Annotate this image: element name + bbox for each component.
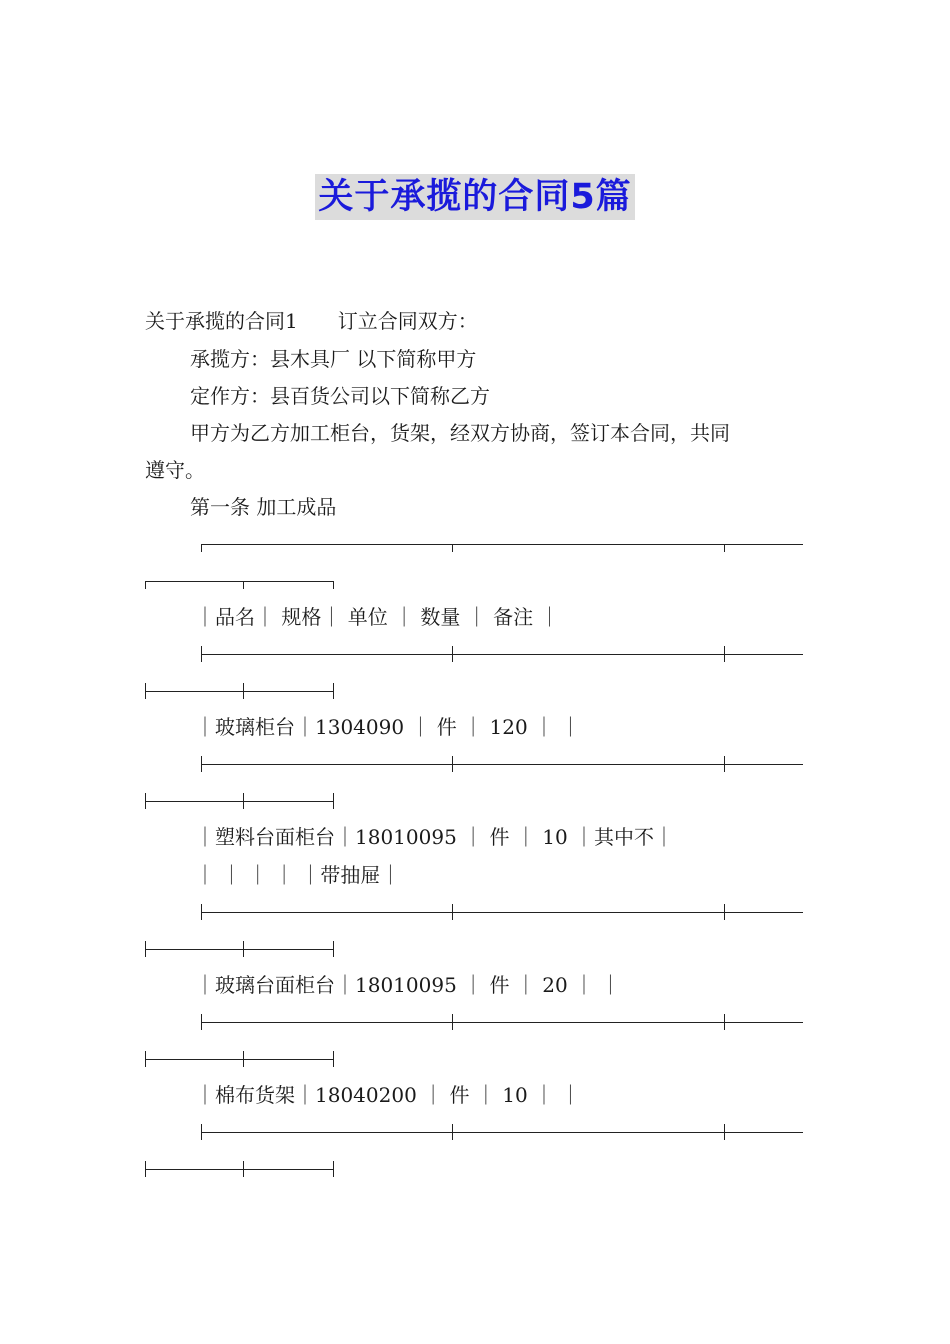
table-row: ｜塑料台面柜台｜18010095 ｜ 件 ｜ 10 ｜其中不｜ bbox=[195, 825, 675, 849]
table-row: ｜玻璃台面柜台｜18010095 ｜ 件 ｜ 20 ｜ ｜ bbox=[195, 973, 621, 997]
paragraph-contractor: 承揽方：县木具厂 以下简称甲方 bbox=[190, 347, 477, 371]
title-container bbox=[0, 174, 950, 220]
article-one-heading: 第一条 加工成品 bbox=[190, 495, 337, 519]
paragraph-client: 定作方：县百货公司以下简称乙方 bbox=[190, 384, 490, 408]
table-row-continuation: ｜ ｜ ｜ ｜ ｜带抽屉｜ bbox=[195, 863, 401, 887]
table-row-header: ｜品名｜ 规格｜ 单位 ｜ 数量 ｜ 备注 ｜ bbox=[195, 605, 560, 629]
paragraph-agreement-cont: 遵守。 bbox=[145, 458, 205, 482]
document-title: 关于承揽的合同5篇 bbox=[315, 174, 634, 220]
paragraph-agreement: 甲方为乙方加工柜台，货架，经双方协商，签订本合同，共同 bbox=[190, 421, 730, 445]
table-row: ｜棉布货架｜18040200 ｜ 件 ｜ 10 ｜ ｜ bbox=[195, 1083, 581, 1107]
table-row: ｜玻璃柜台｜1304090 ｜ 件 ｜ 120 ｜ ｜ bbox=[195, 715, 581, 739]
paragraph-heading-1: 关于承揽的合同1 订立合同双方： bbox=[145, 309, 478, 333]
